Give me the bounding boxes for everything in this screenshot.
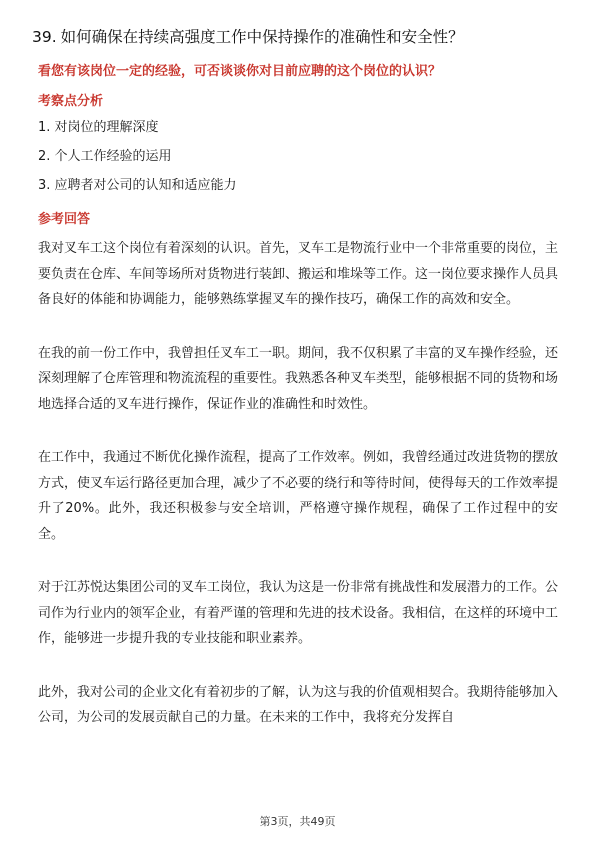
sub-question: 看您有该岗位一定的经验，可否谈谈你对目前应聘的这个岗位的认识？ xyxy=(38,64,442,79)
analysis-point: 3. 应聘者对公司的认知和适应能力 xyxy=(38,178,237,193)
answer-paragraph: 在我的前一份工作中，我曾担任叉车工一职。期间，我不仅积累了丰富的叉车操作经验，还深刻理解了仓库管理和物流流程的重要性。我熟悉各种叉车类型，能够根据不同的货物和场地选择合适的叉车进行操作，保证作业的准确性和时效性。 xyxy=(38,345,559,412)
question-title xyxy=(32,26,572,48)
page-footer: 第3页，共49页 xyxy=(259,815,336,828)
reference-answer xyxy=(38,236,558,759)
analysis-point: 1. 对岗位的理解深度 xyxy=(38,120,159,135)
question-text: 如何确保在持续高强度工作中保持操作的准确性和安全性？ xyxy=(60,28,464,46)
question-number: 39. xyxy=(32,28,57,46)
reference-heading: 参考回答 xyxy=(38,212,91,227)
answer-paragraph: 对于江苏悦达集团公司的叉车工岗位，我认为这是一份非常有挑战性和发展潜力的工作。公司作为行业内的领军企业，有着严谨的管理和先进的技术设备。我相信，在这样的环境中工作，能够进一步提升我的专业技能和职业素养。 xyxy=(38,580,559,646)
analysis-points xyxy=(38,118,558,205)
answer-paragraph: 在工作中，我通过不断优化操作流程，提高了工作效率。例如，我曾经通过改进货物的摆放方式，使叉车运行路径更加合理，减少了不必要的绕行和等待时间，使得每天的工作效率提升了20%。此外，我还积极参与安全培训，严格遵守操作规程，确保了工作过程中的安全。 xyxy=(38,450,559,542)
answer-paragraph: 我对叉车工这个岗位有着深刻的认识。首先，叉车工是物流行业中一个非常重要的岗位，主要负责在仓库、车间等场所对货物进行装卸、搬运和堆垛等工作。这一岗位要求操作人员具备良好的体能和协调能力，能够熟练掌握叉车的操作技巧，确保工作的高效和安全。 xyxy=(38,241,559,307)
answer-paragraph: 此外，我对公司的企业文化有着初步的了解，认为这与我的价值观相契合。我期待能够加入公司，为公司的发展贡献自己的力量。在未来的工作中，我将充分发挥自 xyxy=(38,684,559,725)
analysis-heading: 考察点分析 xyxy=(38,94,104,109)
analysis-point: 2. 个人工作经验的运用 xyxy=(38,149,172,164)
